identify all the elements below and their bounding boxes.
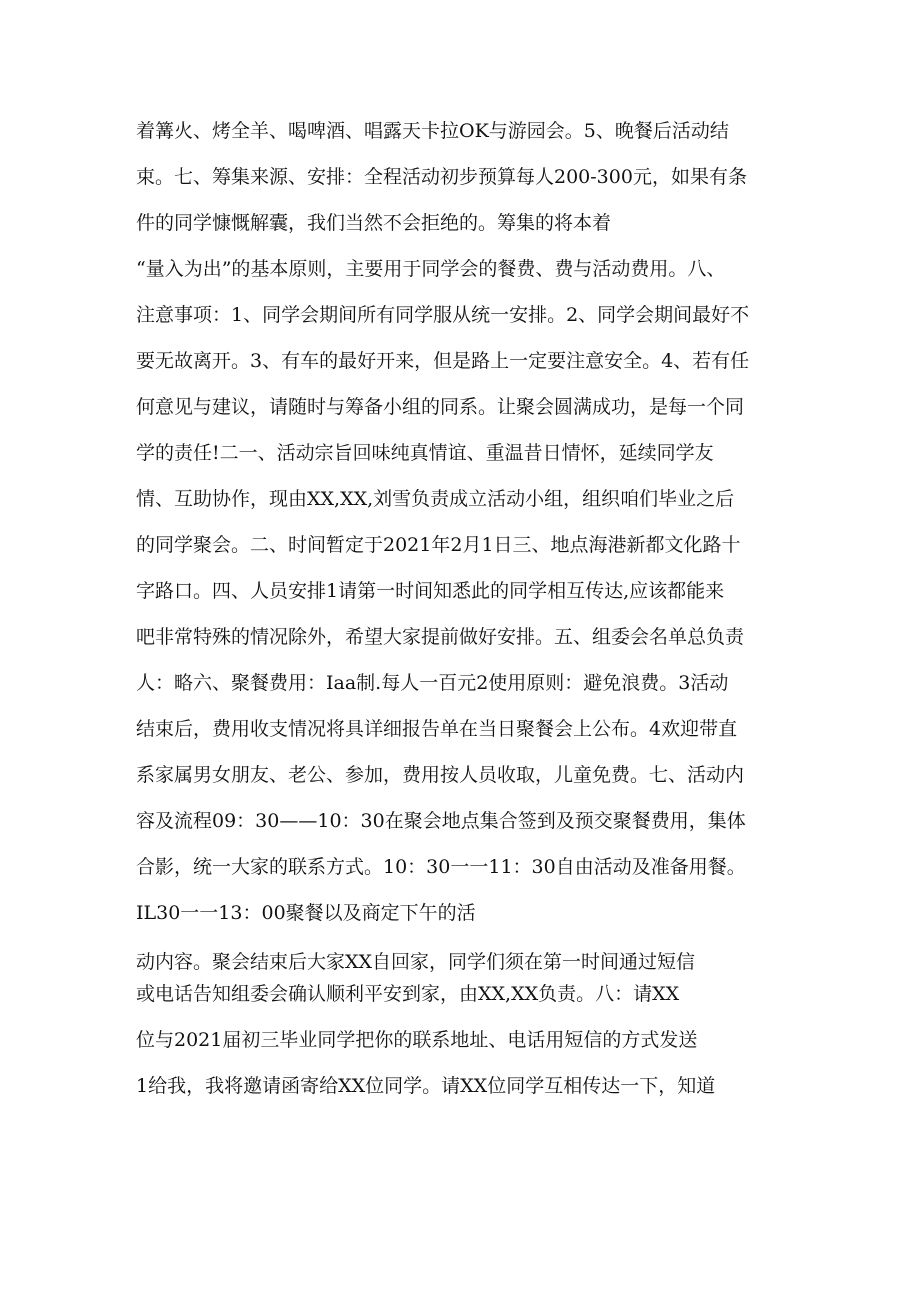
text-line: IL30一一13：00聚餐以及商定下午的活 (136, 902, 476, 924)
text-line: 束。七、筹集来源、安排：全程活动初步预算每人200-300元，如果有条 (136, 166, 747, 188)
text-line: 注意事项：1、同学会期间所有同学服从统一安排。2、同学会期间最好不 (136, 304, 750, 326)
text-line: 或电话告知组委会确认顺利平安到家，由XX,XX负责。八：请XX (136, 983, 680, 1005)
text-line: 动内容。聚会结束后大家XX自回家，同学们须在第一时间通过短信 (136, 951, 696, 973)
text-line: 吧非常特殊的情况除外，希望大家提前做好安排。五、组委会名单总负责 (136, 626, 745, 648)
text-line: 着篝火、烤全羊、喝啤酒、唱露天卡拉OK与游园会。5、晚餐后活动结 (136, 120, 729, 142)
text-line: 情、互助协作，现由XX,XX,刘雪负责成立活动小组，组织咱们毕业之后 (136, 488, 735, 510)
text-line: 合影，统一大家的联系方式。10：30一一11：30自由活动及准备用餐。 (136, 856, 746, 878)
text-line: 的同学聚会。二、时间暂定于2021年2月1日三、地点海港新都文化路十 (136, 534, 741, 556)
text-line: 系家属男女朋友、老公、参加，费用按人员收取，儿童免费。七、活动内 (136, 764, 745, 786)
text-line: 要无故离开。3、有车的最好开来，但是路上一定要注意安全。4、若有任 (136, 350, 750, 372)
text-line: 件的同学慷慨解囊，我们当然不会拒绝的。筹集的将本着 (136, 212, 612, 234)
text-line: 容及流程09：30——10：30在聚会地点集合签到及预交聚餐费用，集体 (136, 810, 746, 832)
text-line: 人：略六、聚餐费用：Iaa制.每人一百元2使用原则：避免浪费。3活动 (136, 672, 729, 694)
text-line: 学的责任!二一、活动宗旨回味纯真情谊、重温昔日情怀，延续同学友 (136, 442, 714, 464)
text-line: 位与2021届初三毕业同学把你的联系地址、电话用短信的方式发送 (136, 1029, 698, 1051)
text-line: 结束后，费用收支情况将具详细报告单在当日聚餐会上公布。4欢迎带直 (136, 718, 738, 740)
text-line: 字路口。四、人员安排1请第一时间知悉此的同学相互传达,应该都能来 (136, 580, 725, 602)
text-line: “量入为出”的基本原则，主要用于同学会的餐费、费与活动费用。八、 (136, 258, 726, 280)
text-line: 1给我，我将邀请函寄给XX位同学。请XX位同学互相传达一下，知道 (136, 1075, 716, 1097)
text-line: 何意见与建议，请随时与筹备小组的同系。让聚会圆满成功，是每一个同 (136, 396, 745, 418)
